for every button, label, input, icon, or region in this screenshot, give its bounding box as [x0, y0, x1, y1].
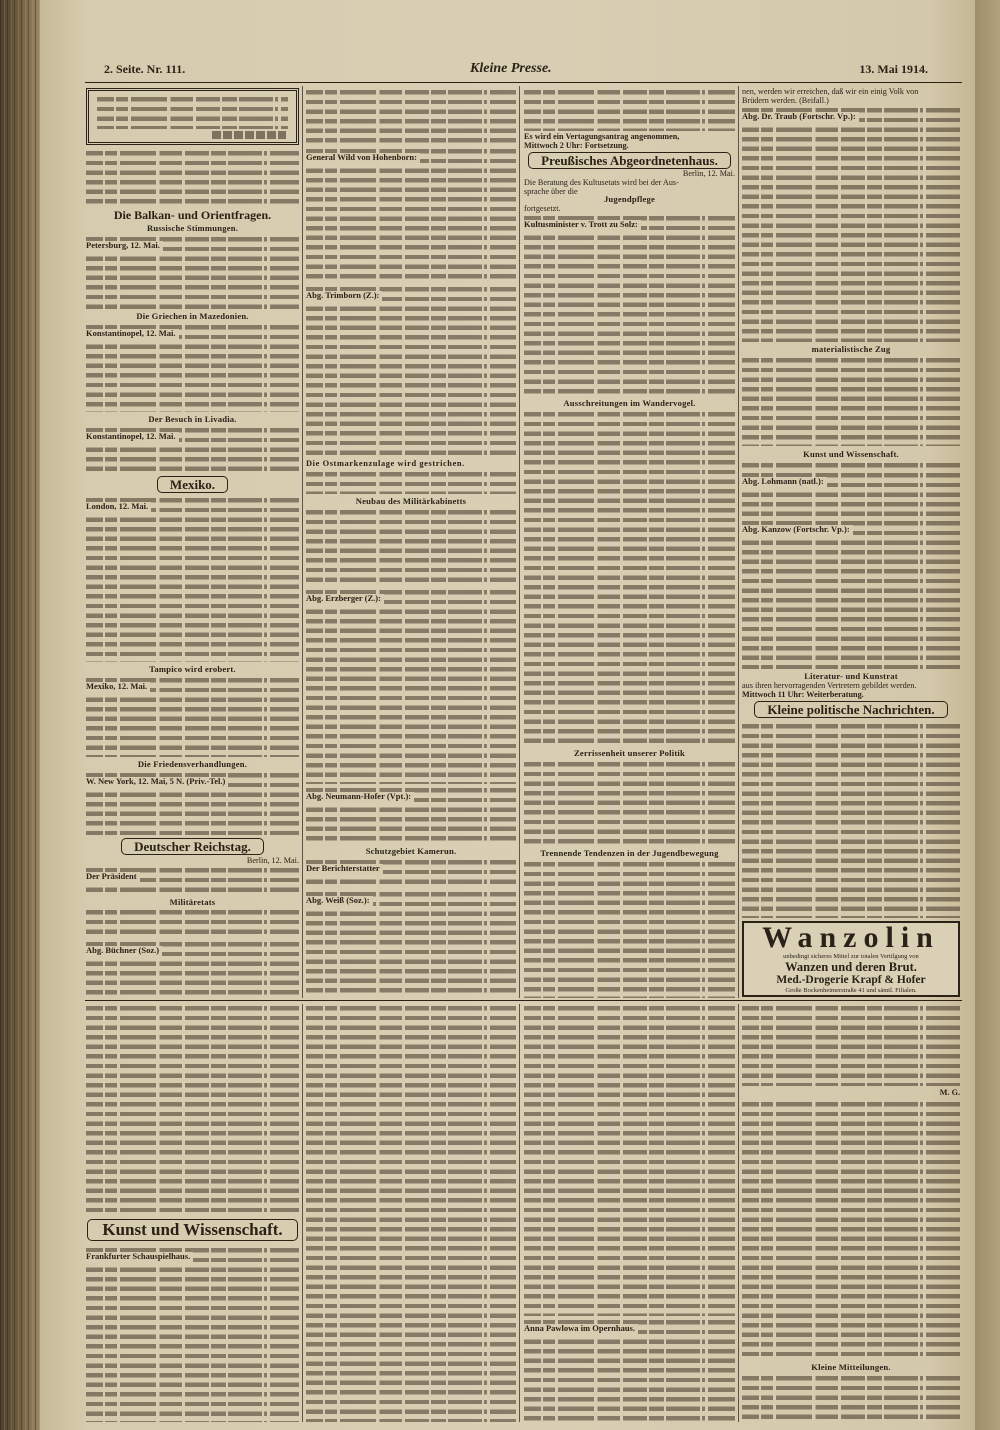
- article-lead: Anna Pawlowa im Opernhaus.: [524, 1324, 638, 1334]
- article-text: [524, 1004, 735, 1316]
- feuilleton-column-3: [524, 0, 735, 1430]
- subheading: materialistische Zug: [811, 344, 891, 354]
- speaker-lead: Abg. Lohmann (natl.):: [742, 477, 827, 487]
- feuilleton-column-4: [742, 0, 960, 1430]
- ad-tagline: unbedingt sicheres Mittel zur totalen Vertilgung von: [783, 953, 919, 960]
- issue-date: 13. Mai 1914.: [859, 62, 928, 76]
- feuilleton-column-2: [306, 0, 516, 1430]
- article-text: [742, 1100, 960, 1358]
- speaker-lead: Kultusminister v. Trott zu Solz:: [524, 220, 641, 230]
- speaker-lead: Abg. Dr. Traub (Fortschr. Vp.):: [742, 112, 859, 122]
- section-heading: Mexiko.: [157, 476, 228, 493]
- section-heading: Deutscher Reichstag.: [121, 838, 264, 855]
- section-heading-box: [86, 1219, 299, 1241]
- subheading: Literatur- und Kunstrat: [804, 671, 898, 681]
- author-signature: M. G.: [939, 1088, 960, 1097]
- column-rule: [302, 1004, 303, 1422]
- text-line: nen, werden wir erreichen, daß wir ein einig Volk von: [742, 87, 919, 96]
- speaker-lead: Abg. Kanzow (Fortschr. Vp.):: [742, 525, 853, 535]
- dateline: Konstantinopel, 12. Mai.: [86, 432, 179, 442]
- speaker-lead: Abg. Trimborn (Z.):: [306, 291, 382, 301]
- subheading: Trennende Tendenzen in der Jugendbewegung: [540, 848, 719, 858]
- subheading: Tampico wird erobert.: [149, 664, 236, 674]
- subheading: Neubau des Militärkabinetts: [355, 496, 467, 506]
- section-heading: Die Balkan- und Orientfragen.: [113, 208, 272, 222]
- speaker-lead: General Wild von Hohenborn:: [306, 153, 420, 163]
- ad-address: Große Bockenheimerstraße 41 und sämtl. Filialen.: [785, 987, 917, 994]
- dateline: Berlin, 12. Mai.: [246, 856, 299, 865]
- ad-seller: Med.-Drogerie Krapf & Hofer: [776, 974, 926, 986]
- speaker-lead: Abg. Büchner (Soz.): [86, 946, 162, 956]
- subheading: Schutzgebiet Kamerun.: [365, 846, 457, 856]
- column-rule: [302, 86, 303, 998]
- subheading: Der Besuch in Livadia.: [148, 414, 237, 424]
- ad-target: Wanzen und deren Brut.: [785, 960, 917, 974]
- column-rule: [738, 86, 739, 998]
- dateline: Berlin, 12. Mai.: [682, 169, 735, 178]
- text-line: Mittwoch 2 Uhr: Fortsetzung.: [524, 141, 629, 150]
- article-text: [86, 1004, 299, 1216]
- resolution-line: Die Ostmarkenzulage wird gestrichen.: [306, 459, 465, 468]
- newspaper-title: Kleine Presse.: [470, 61, 552, 76]
- subheading: Ausschreitungen im Wandervogel.: [563, 398, 696, 408]
- speaker-lead: Der Präsident: [86, 872, 140, 882]
- speaker-lead: Abg. Erzberger (Z.):: [306, 594, 384, 604]
- section-heading: Kunst und Wissenschaft.: [87, 1219, 297, 1241]
- article-text: [86, 1246, 299, 1422]
- text-line: aus ihren hervorragenden Vertretern gebildet werden.: [742, 681, 917, 690]
- speaker-lead: Abg. Weiß (Soz.):: [306, 896, 373, 906]
- section-heading: Preußisches Abgeordnetenhaus.: [528, 152, 731, 169]
- article-text: [742, 1004, 960, 1086]
- text-line: Die Beratung des Kultusetats wird bei der Aus-: [524, 178, 679, 187]
- page-right-edge: [975, 0, 1000, 1430]
- speaker-lead: Der Berichterstatter: [306, 864, 383, 874]
- subheading: Kleine Mitteilungen.: [811, 1362, 891, 1372]
- text-line: sprache über die: [524, 187, 578, 196]
- text-line: Mittwoch 11 Uhr: Weiterberatung.: [742, 690, 864, 699]
- dateline: W. New York, 12. Mai, 5 N. (Priv.-Tel.): [86, 777, 228, 787]
- column-rule: [519, 86, 520, 998]
- article-text: [524, 1318, 735, 1422]
- dateline: London, 12. Mai.: [86, 502, 151, 512]
- subheading: Militäretats: [169, 897, 216, 907]
- subheading: Kunst und Wissenschaft.: [803, 449, 899, 459]
- subheading: Russische Stimmungen.: [146, 223, 239, 233]
- subheading: Zerrissenheit unserer Politik: [574, 748, 685, 758]
- section-heading: Kleine politische Nachrichten.: [754, 701, 947, 718]
- text-line: fortgesetzt.: [524, 204, 561, 213]
- ad-brand: Wanzolin: [762, 921, 940, 954]
- dateline: Petersburg, 12. Mai.: [86, 241, 163, 251]
- dateline: Mexiko, 12. Mai.: [86, 682, 150, 692]
- column-rule: [738, 1004, 739, 1422]
- article-lead: Frankfurter Schauspielhaus.: [86, 1252, 193, 1262]
- column-rule: [519, 1004, 520, 1422]
- text-line: Brüdern werden. (Beifall.): [742, 96, 829, 105]
- page-number: 2. Seite. Nr. 111.: [104, 62, 186, 76]
- subheading: Die Griechen in Mazedonien.: [136, 311, 249, 321]
- article-text: [742, 1374, 960, 1422]
- subheading: Jugendpflege: [603, 194, 656, 204]
- dateline: Konstantinopel, 12. Mai.: [86, 329, 179, 339]
- feuilleton-column-1: [86, 0, 299, 1430]
- speaker-lead: Abg. Neumann-Hofer (Vpt.):: [306, 792, 414, 802]
- text-line: Es wird ein Vertagungsantrag angenommen,: [524, 132, 680, 141]
- article-text: [306, 1004, 516, 1422]
- subheading: Die Friedensverhandlungen.: [137, 759, 248, 769]
